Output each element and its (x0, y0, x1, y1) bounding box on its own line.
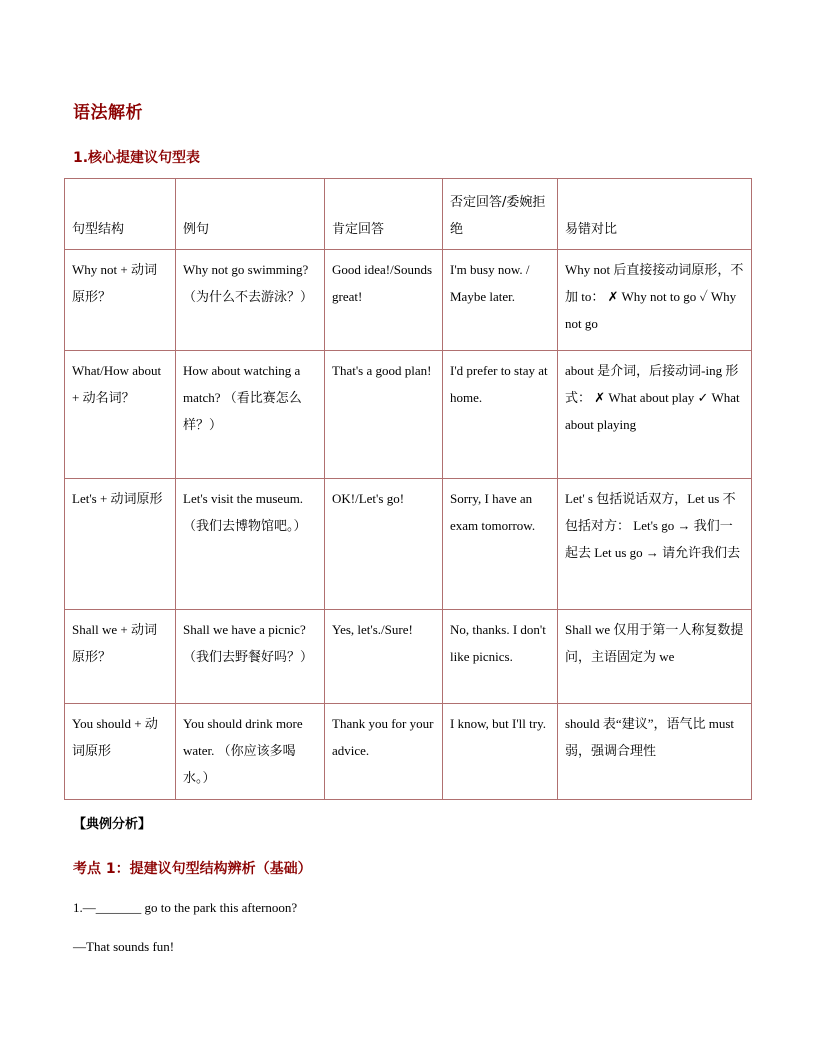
negative-answer-cell: Sorry, I have an exam tomorrow. (443, 479, 558, 610)
section-title: 语法解析 (73, 103, 143, 123)
header-cell: 肯定回答 (325, 179, 443, 250)
example-cell: Let's visit the museum. （我们去博物馆吧。） (176, 479, 325, 610)
pattern-cell: You should + 动词原形 (65, 704, 176, 800)
example-cell: Why not go swimming? （为什么不去游泳？） (176, 250, 325, 351)
example-cell: Shall we have a picnic? （我们去野餐好吗？） (176, 610, 325, 704)
suggestion-pattern-table (64, 178, 752, 800)
header-cell: 易错对比 (558, 179, 752, 250)
positive-answer-cell: Good idea!/Sounds great! (325, 250, 443, 351)
contrast-cell: Why not 后直接接动词原形，不加 to： ✗ Why not to go ✓ Why not go (558, 250, 752, 351)
negative-answer-cell: No, thanks. I don't like picnics. (443, 610, 558, 704)
negative-answer-cell: I know, but I'll try. (443, 704, 558, 800)
positive-answer-cell: That's a good plan! (325, 351, 443, 479)
pattern-cell: What/How about + 动名词？ (65, 351, 176, 479)
contrast-cell: Shall we 仅用于第一人称复数提问，主语固定为 we (558, 610, 752, 704)
example-cell: You should drink more water. （你应该多喝水。） (176, 704, 325, 800)
table-row (65, 250, 752, 351)
contrast-cell: should 表“建议”，语气比 must 弱，强调合理性 (558, 704, 752, 800)
header-cell: 句型结构 (65, 179, 176, 250)
example-cell: How about watching a match? （看比赛怎么样？） (176, 351, 325, 479)
pattern-cell: Why not + 动词原形？ (65, 250, 176, 351)
exam-point-title: 考点 1：提建议句型结构辨析（基础） (73, 861, 312, 877)
negative-answer-cell: I'd prefer to stay at home. (443, 351, 558, 479)
table-row (65, 610, 752, 704)
positive-answer-cell: Yes, let's./Sure! (325, 610, 443, 704)
positive-answer-cell: Thank you for your advice. (325, 704, 443, 800)
pattern-cell: Shall we + 动词原形？ (65, 610, 176, 704)
positive-answer-cell: OK!/Let's go! (325, 479, 443, 610)
table-row (65, 704, 752, 800)
table-header-row (65, 179, 752, 250)
negative-answer-cell: I'm busy now. / Maybe later. (443, 250, 558, 351)
subsection-title: 1.核心提建议句型表 (73, 150, 201, 166)
contrast-cell: Let' s 包括说话双方，Let us 不包括对方： Let's go → 我们一起去 Let us go → 请允许我们去 (558, 479, 752, 610)
header-cell: 例句 (176, 179, 325, 250)
pattern-cell: Let's + 动词原形 (65, 479, 176, 610)
question-line: 1.—_______ go to the park this afternoon? (73, 900, 298, 915)
contrast-cell: about 是介词，后接动词-ing 形式： ✗ What about play ✓ What about playing (558, 351, 752, 479)
table-row (65, 351, 752, 479)
table-row (65, 479, 752, 610)
header-cell: 否定回答/委婉拒绝 (443, 179, 558, 250)
example-analysis-heading: 【典例分析】 (73, 817, 152, 832)
answer-line: —That sounds fun! (73, 939, 175, 954)
